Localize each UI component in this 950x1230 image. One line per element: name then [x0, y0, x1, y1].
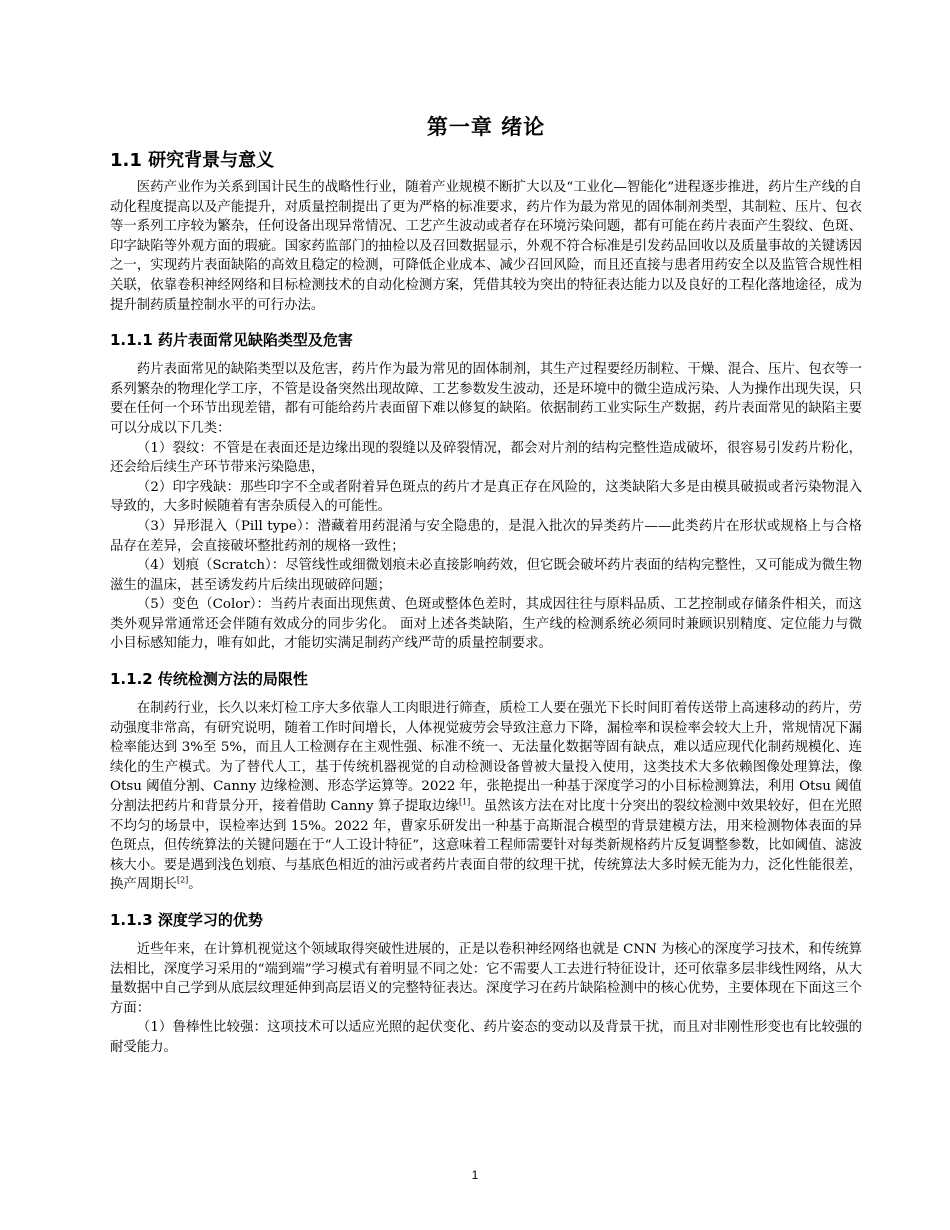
list-item: （5）变色（Color）：当药片表面出现焦黄、色斑或整体色差时，其成因往往与原料品质、工艺控制或存储条件相关，而这类外观异常通常还会伴随有效成分的同步劣化。 面对上述各类缺陷，生产线的检测系统必须同时兼顾识别精度、定位能力与微小目标感知能力，唯有如此，才能切实满足制药产线严苛的质量控制要求。	[110, 597, 862, 652]
paragraph: 医药产业作为关系到国计民生的战略性行业，随着产业规模不断扩大以及“工业化—智能化”进程逐步推进，药片生产线的自动化程度提高以及产能提升，对质量控制提出了更为严格的标准要求，药片作为最为常见的固体制剂类型，其制粒、压片、包衣等一系列工序较为繁杂，任何设备出现异常情况、工艺产生波动或者存在环境污染问题，都有可能在药片表面产生裂纹、色斑、印字缺陷等外观方面的瑕疵。国家药监部门的抽检以及召回数据显示，外观不符合标准是引发药品回收以及质量事故的关键诱因之一，实现药片表面缺陷的高效且稳定的检测，可降低企业成本、减少召回风险，而且还直接与患者用药安全以及监管合规性相关联，依靠卷积神经网络和目标检测技术的自动化检测方案，凭借其较为突出的特征表达能力以及良好的工程化落地途径，成为提升制药质量控制水平的可行办法。	[110, 180, 862, 313]
paragraph-text: 在制药行业，长久以来灯检工序大多依靠人工肉眼进行筛查，质检工人要在强光下长时间盯着传送带上高速移动的药片，劳动强度非常高，有研究说明，随着工作时间增长，人体视觉疲劳会导致注意力下降，漏检率和误检率会较大上升，常规情况下漏检率能达到 3%至 5%，而且人工检测存在主观性强、标准不统一、无法量化数据等固有缺点，难以适应现代化制药规模化、连续化的生产模式。为了替代人工，基于传统机器视觉的自动检测设备曾被大量投入使用，这类技术大多依赖图像处理算法，像 Otsu 阈值分割、Canny 边缘检测、形态学运算等。2022 年，张艳提出一种基于深度学习的小目标检测算法，利用 Otsu 阈值分割法把药片和背景分开，接着借助 Canny 算子提取边缘	[110, 701, 862, 815]
list-item: （2）印字残缺：那些印字不全或者附着异色斑点的药片才是真正存在风险的，这类缺陷大多是由模具破损或者污染物混入导致的，大多时候随着有害杂质侵入的可能性。	[110, 479, 862, 515]
paragraph-text: 。	[188, 877, 202, 893]
list-item: （1）裂纹：不管是在表面还是边缘出现的裂缝以及碎裂情况，都会对片剂的结构完整性造成破坏，很容易引发药片粉化，还会给后续生产环节带来污染隐患，	[110, 440, 862, 476]
page-number: 1	[471, 1168, 479, 1182]
chapter-title: 第一章 绪论	[426, 115, 546, 139]
citation-ref-2[interactable]: [2]	[176, 875, 189, 885]
list-item: （4）划痕（Scratch）：尽管线性或细微划痕未必直接影响药效，但它既会破坏药片表面的结构完整性，又可能成为微生物滋生的温床，甚至诱发药片后续出现破碎问题；	[110, 558, 862, 593]
section-heading-1-1-3: 1.1.3 深度学习的优势	[110, 911, 263, 929]
citation-ref-1[interactable]: [1]	[458, 797, 471, 807]
section-heading-1-1-2: 1.1.2 传统检测方法的局限性	[110, 670, 308, 689]
list-item: （3）异形混入（Pill type）：潜藏着用药混淆与安全隐患的，是混入批次的异类药片——此类药片在形状或规格上与合格品存在差异，会直接破坏整批药剂的规格一致性；	[110, 518, 862, 554]
document-page	[110, 112, 862, 1058]
section-heading-1-1: 1.1 研究背景与意义	[110, 150, 275, 171]
list-item: （1）鲁棒性比较强：这项技术可以适应光照的起伏变化、药片姿态的变动以及背景干扰，而且对非刚性形变也有比较强的耐受能力。	[110, 1020, 862, 1055]
paragraph: 药片表面常见的缺陷类型以及危害，药片作为最为常见的固体制剂，其生产过程要经历制粒、干燥、混合、压片、包衣等一系列繁杂的物理化学工序，不管是设备突然出现故障、工艺参数发生波动，还是环境中的微尘造成污染、人为操作出现失误，只要在任何一个环节出现差错，都有可能给药片表面留下难以修复的缺陷。依据制药工业实际生产数据，药片表面常见的缺陷主要可以分成以下几类：	[110, 362, 862, 436]
paragraph	[110, 699, 862, 895]
paragraph: 近些年来，在计算机视觉这个领域取得突破性进展的，正是以卷积神经网络也就是 CNN 为核心的深度学习技术，和传统算法相比，深度学习采用的“端到端”学习模式有着明显不同之处：它不需要人工去进行特征设计，还可依靠多层非线性网络，从大量数据中自己学到从底层纹理延伸到高层语义的完整特征表达。深度学习在药片缺陷检测中的核心优势，主要体现在下面这三个方面：	[110, 942, 862, 1016]
paragraph-text: 。虽然该方法在对比度十分突出的裂纹检测中效果较好，但在光照不均匀的场景中，误检率达到 15%。2022 年，曹家乐研发出一种基于高斯混合模型的背景建模方法，用来检测物体表面的异色斑点，但传统算法的关键问题在于“人工设计特征”，这意味着工程师需要针对每类新规格药片反复调整参数，比如阈值、滤波核大小。要是遇到浅色划痕、与基底色相近的油污或者药片表面自带的纹理干扰，传统算法大多时候无能为力，泛化性能很差，换产周期长	[110, 799, 863, 893]
section-heading-1-1-1: 1.1.1 药片表面常见缺陷类型及危害	[110, 331, 353, 350]
